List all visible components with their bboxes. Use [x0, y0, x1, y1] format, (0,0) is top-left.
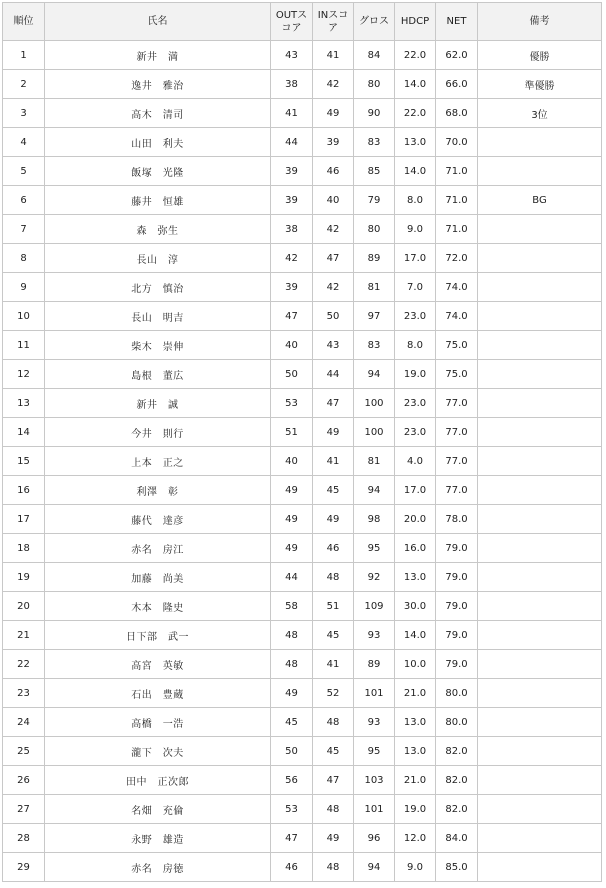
hdcp-cell: 10.0: [395, 650, 436, 679]
note-cell: [478, 824, 602, 853]
out-score-cell: 44: [271, 128, 313, 157]
in-score-cell: 49: [313, 99, 354, 128]
in-score-cell: 47: [313, 244, 354, 273]
note-cell: [478, 128, 602, 157]
rank-cell: 16: [3, 476, 45, 505]
in-score-cell: 41: [313, 41, 354, 70]
hdcp-cell: 8.0: [395, 331, 436, 360]
hdcp-cell: 17.0: [395, 244, 436, 273]
net-cell: 71.0: [436, 157, 478, 186]
rank-cell: 9: [3, 273, 45, 302]
header-name: 氏名: [45, 3, 271, 41]
table-row: [3, 331, 602, 360]
name-cell: 逸井 雅治: [45, 70, 271, 99]
net-cell: 79.0: [436, 650, 478, 679]
table-row: [3, 476, 602, 505]
table-row: [3, 157, 602, 186]
name-cell: 柴木 崇伸: [45, 331, 271, 360]
rank-cell: 15: [3, 447, 45, 476]
in-score-cell: 49: [313, 418, 354, 447]
rank-cell: 5: [3, 157, 45, 186]
net-cell: 62.0: [436, 41, 478, 70]
note-cell: [478, 418, 602, 447]
out-score-cell: 43: [271, 41, 313, 70]
name-cell: 藤井 恒雄: [45, 186, 271, 215]
net-cell: 77.0: [436, 418, 478, 447]
table-row: [3, 592, 602, 621]
table-row: [3, 128, 602, 157]
rank-cell: 27: [3, 795, 45, 824]
rank-cell: 12: [3, 360, 45, 389]
gross-cell: 95: [354, 534, 395, 563]
rank-cell: 22: [3, 650, 45, 679]
gross-cell: 89: [354, 244, 395, 273]
in-score-cell: 48: [313, 853, 354, 882]
header-rank: 順位: [3, 3, 45, 41]
table-row: [3, 41, 602, 70]
name-cell: 加藤 尚美: [45, 563, 271, 592]
hdcp-cell: 23.0: [395, 418, 436, 447]
gross-cell: 89: [354, 650, 395, 679]
table-row: [3, 795, 602, 824]
name-cell: 飯塚 光隆: [45, 157, 271, 186]
note-cell: [478, 679, 602, 708]
note-cell: 3位: [478, 99, 602, 128]
net-cell: 82.0: [436, 766, 478, 795]
out-score-cell: 39: [271, 273, 313, 302]
out-score-cell: 48: [271, 650, 313, 679]
rank-cell: 23: [3, 679, 45, 708]
out-score-cell: 46: [271, 853, 313, 882]
note-cell: [478, 563, 602, 592]
note-cell: [478, 650, 602, 679]
note-cell: BG: [478, 186, 602, 215]
rank-cell: 28: [3, 824, 45, 853]
header-gross: グロス: [354, 3, 395, 41]
table-row: [3, 99, 602, 128]
name-cell: 島根 董広: [45, 360, 271, 389]
hdcp-cell: 23.0: [395, 302, 436, 331]
name-cell: 利澤 彰: [45, 476, 271, 505]
in-score-cell: 42: [313, 215, 354, 244]
net-cell: 78.0: [436, 505, 478, 534]
note-cell: [478, 766, 602, 795]
out-score-cell: 39: [271, 157, 313, 186]
name-cell: 上本 正之: [45, 447, 271, 476]
hdcp-cell: 8.0: [395, 186, 436, 215]
header-row: [3, 3, 602, 41]
hdcp-cell: 14.0: [395, 70, 436, 99]
hdcp-cell: 21.0: [395, 766, 436, 795]
name-cell: 赤名 房江: [45, 534, 271, 563]
out-score-cell: 45: [271, 708, 313, 737]
table-row: [3, 679, 602, 708]
name-cell: 新井 満: [45, 41, 271, 70]
rank-cell: 4: [3, 128, 45, 157]
gross-cell: 81: [354, 273, 395, 302]
rank-cell: 11: [3, 331, 45, 360]
note-cell: [478, 505, 602, 534]
rank-cell: 6: [3, 186, 45, 215]
gross-cell: 83: [354, 128, 395, 157]
gross-cell: 94: [354, 360, 395, 389]
rank-cell: 2: [3, 70, 45, 99]
results-table: [2, 2, 602, 882]
note-cell: 準優勝: [478, 70, 602, 99]
table-row: [3, 273, 602, 302]
table-row: [3, 824, 602, 853]
out-score-cell: 49: [271, 679, 313, 708]
in-score-cell: 46: [313, 534, 354, 563]
rank-cell: 8: [3, 244, 45, 273]
hdcp-cell: 16.0: [395, 534, 436, 563]
table-row: [3, 708, 602, 737]
in-score-cell: 52: [313, 679, 354, 708]
rank-cell: 10: [3, 302, 45, 331]
in-score-cell: 42: [313, 273, 354, 302]
gross-cell: 93: [354, 708, 395, 737]
hdcp-cell: 22.0: [395, 99, 436, 128]
gross-cell: 96: [354, 824, 395, 853]
net-cell: 77.0: [436, 447, 478, 476]
net-cell: 80.0: [436, 708, 478, 737]
in-score-cell: 48: [313, 708, 354, 737]
in-score-cell: 42: [313, 70, 354, 99]
rank-cell: 26: [3, 766, 45, 795]
header-net: NET: [436, 3, 478, 41]
note-cell: [478, 360, 602, 389]
header-note: 備考: [478, 3, 602, 41]
note-cell: [478, 302, 602, 331]
out-score-cell: 40: [271, 331, 313, 360]
name-cell: 瀧下 次夫: [45, 737, 271, 766]
gross-cell: 101: [354, 795, 395, 824]
hdcp-cell: 30.0: [395, 592, 436, 621]
out-score-cell: 53: [271, 389, 313, 418]
in-score-cell: 49: [313, 505, 354, 534]
name-cell: 新井 誠: [45, 389, 271, 418]
gross-cell: 95: [354, 737, 395, 766]
net-cell: 82.0: [436, 737, 478, 766]
table-row: [3, 418, 602, 447]
header-hdcp: HDCP: [395, 3, 436, 41]
hdcp-cell: 19.0: [395, 795, 436, 824]
table-row: [3, 505, 602, 534]
rank-cell: 1: [3, 41, 45, 70]
net-cell: 68.0: [436, 99, 478, 128]
net-cell: 82.0: [436, 795, 478, 824]
table-row: [3, 70, 602, 99]
note-cell: [478, 737, 602, 766]
net-cell: 75.0: [436, 331, 478, 360]
table-row: [3, 650, 602, 679]
in-score-cell: 41: [313, 447, 354, 476]
gross-cell: 85: [354, 157, 395, 186]
out-score-cell: 38: [271, 70, 313, 99]
out-score-cell: 56: [271, 766, 313, 795]
hdcp-cell: 13.0: [395, 708, 436, 737]
net-cell: 72.0: [436, 244, 478, 273]
rank-cell: 20: [3, 592, 45, 621]
note-cell: [478, 389, 602, 418]
in-score-cell: 51: [313, 592, 354, 621]
out-score-cell: 40: [271, 447, 313, 476]
net-cell: 74.0: [436, 273, 478, 302]
net-cell: 74.0: [436, 302, 478, 331]
header-out-score: OUTスコア: [271, 3, 313, 41]
name-cell: 北方 慎治: [45, 273, 271, 302]
gross-cell: 94: [354, 853, 395, 882]
net-cell: 75.0: [436, 360, 478, 389]
rank-cell: 21: [3, 621, 45, 650]
gross-cell: 100: [354, 389, 395, 418]
rank-cell: 3: [3, 99, 45, 128]
gross-cell: 80: [354, 70, 395, 99]
rank-cell: 13: [3, 389, 45, 418]
out-score-cell: 48: [271, 621, 313, 650]
table-row: [3, 737, 602, 766]
net-cell: 77.0: [436, 389, 478, 418]
name-cell: 日下部 武一: [45, 621, 271, 650]
hdcp-cell: 13.0: [395, 128, 436, 157]
in-score-cell: 44: [313, 360, 354, 389]
in-score-cell: 40: [313, 186, 354, 215]
gross-cell: 90: [354, 99, 395, 128]
in-score-cell: 49: [313, 824, 354, 853]
gross-cell: 103: [354, 766, 395, 795]
hdcp-cell: 17.0: [395, 476, 436, 505]
rank-cell: 25: [3, 737, 45, 766]
table-row: [3, 447, 602, 476]
table-row: [3, 534, 602, 563]
name-cell: 田中 正次郎: [45, 766, 271, 795]
rank-cell: 18: [3, 534, 45, 563]
out-score-cell: 44: [271, 563, 313, 592]
net-cell: 66.0: [436, 70, 478, 99]
in-score-cell: 50: [313, 302, 354, 331]
note-cell: [478, 534, 602, 563]
hdcp-cell: 12.0: [395, 824, 436, 853]
note-cell: [478, 273, 602, 302]
rank-cell: 24: [3, 708, 45, 737]
net-cell: 84.0: [436, 824, 478, 853]
out-score-cell: 51: [271, 418, 313, 447]
in-score-cell: 45: [313, 621, 354, 650]
hdcp-cell: 4.0: [395, 447, 436, 476]
note-cell: [478, 244, 602, 273]
gross-cell: 79: [354, 186, 395, 215]
gross-cell: 93: [354, 621, 395, 650]
out-score-cell: 49: [271, 534, 313, 563]
net-cell: 77.0: [436, 476, 478, 505]
gross-cell: 81: [354, 447, 395, 476]
name-cell: 藤代 達彦: [45, 505, 271, 534]
note-cell: [478, 476, 602, 505]
hdcp-cell: 20.0: [395, 505, 436, 534]
note-cell: [478, 331, 602, 360]
hdcp-cell: 22.0: [395, 41, 436, 70]
out-score-cell: 41: [271, 99, 313, 128]
net-cell: 79.0: [436, 534, 478, 563]
rank-cell: 14: [3, 418, 45, 447]
table-row: [3, 621, 602, 650]
gross-cell: 84: [354, 41, 395, 70]
name-cell: 長山 明吉: [45, 302, 271, 331]
name-cell: 名畑 充倫: [45, 795, 271, 824]
name-cell: 木本 隆史: [45, 592, 271, 621]
out-score-cell: 38: [271, 215, 313, 244]
note-cell: [478, 621, 602, 650]
hdcp-cell: 9.0: [395, 853, 436, 882]
name-cell: 高宮 英敏: [45, 650, 271, 679]
note-cell: [478, 447, 602, 476]
name-cell: 森 弥生: [45, 215, 271, 244]
out-score-cell: 47: [271, 302, 313, 331]
out-score-cell: 42: [271, 244, 313, 273]
note-cell: [478, 215, 602, 244]
gross-cell: 83: [354, 331, 395, 360]
out-score-cell: 58: [271, 592, 313, 621]
note-cell: [478, 592, 602, 621]
in-score-cell: 47: [313, 766, 354, 795]
table-row: [3, 215, 602, 244]
table-row: [3, 186, 602, 215]
rank-cell: 29: [3, 853, 45, 882]
hdcp-cell: 13.0: [395, 737, 436, 766]
results-body: [3, 41, 602, 882]
table-row: [3, 853, 602, 882]
out-score-cell: 53: [271, 795, 313, 824]
hdcp-cell: 23.0: [395, 389, 436, 418]
table-row: [3, 302, 602, 331]
name-cell: 石出 豊蔵: [45, 679, 271, 708]
net-cell: 85.0: [436, 853, 478, 882]
name-cell: 高木 清司: [45, 99, 271, 128]
table-row: [3, 244, 602, 273]
out-score-cell: 39: [271, 186, 313, 215]
table-row: [3, 389, 602, 418]
note-cell: [478, 708, 602, 737]
hdcp-cell: 7.0: [395, 273, 436, 302]
hdcp-cell: 13.0: [395, 563, 436, 592]
net-cell: 71.0: [436, 215, 478, 244]
rank-cell: 7: [3, 215, 45, 244]
gross-cell: 100: [354, 418, 395, 447]
gross-cell: 101: [354, 679, 395, 708]
in-score-cell: 48: [313, 795, 354, 824]
gross-cell: 98: [354, 505, 395, 534]
out-score-cell: 49: [271, 505, 313, 534]
in-score-cell: 47: [313, 389, 354, 418]
net-cell: 71.0: [436, 186, 478, 215]
net-cell: 79.0: [436, 621, 478, 650]
net-cell: 80.0: [436, 679, 478, 708]
name-cell: 高橋 一浩: [45, 708, 271, 737]
hdcp-cell: 14.0: [395, 157, 436, 186]
net-cell: 79.0: [436, 563, 478, 592]
note-cell: 優勝: [478, 41, 602, 70]
name-cell: 永野 雄造: [45, 824, 271, 853]
in-score-cell: 41: [313, 650, 354, 679]
out-score-cell: 49: [271, 476, 313, 505]
hdcp-cell: 14.0: [395, 621, 436, 650]
note-cell: [478, 853, 602, 882]
hdcp-cell: 21.0: [395, 679, 436, 708]
note-cell: [478, 795, 602, 824]
name-cell: 山田 利夫: [45, 128, 271, 157]
name-cell: 赤名 房徳: [45, 853, 271, 882]
in-score-cell: 45: [313, 476, 354, 505]
header-in-score: INスコア: [313, 3, 354, 41]
name-cell: 今井 則行: [45, 418, 271, 447]
table-row: [3, 766, 602, 795]
gross-cell: 92: [354, 563, 395, 592]
out-score-cell: 50: [271, 737, 313, 766]
name-cell: 長山 淳: [45, 244, 271, 273]
in-score-cell: 45: [313, 737, 354, 766]
gross-cell: 109: [354, 592, 395, 621]
in-score-cell: 39: [313, 128, 354, 157]
net-cell: 70.0: [436, 128, 478, 157]
gross-cell: 97: [354, 302, 395, 331]
table-row: [3, 360, 602, 389]
gross-cell: 94: [354, 476, 395, 505]
note-cell: [478, 157, 602, 186]
rank-cell: 17: [3, 505, 45, 534]
table-row: [3, 563, 602, 592]
results-container: [2, 2, 602, 882]
in-score-cell: 46: [313, 157, 354, 186]
out-score-cell: 50: [271, 360, 313, 389]
rank-cell: 19: [3, 563, 45, 592]
net-cell: 79.0: [436, 592, 478, 621]
hdcp-cell: 9.0: [395, 215, 436, 244]
out-score-cell: 47: [271, 824, 313, 853]
in-score-cell: 43: [313, 331, 354, 360]
hdcp-cell: 19.0: [395, 360, 436, 389]
gross-cell: 80: [354, 215, 395, 244]
in-score-cell: 48: [313, 563, 354, 592]
